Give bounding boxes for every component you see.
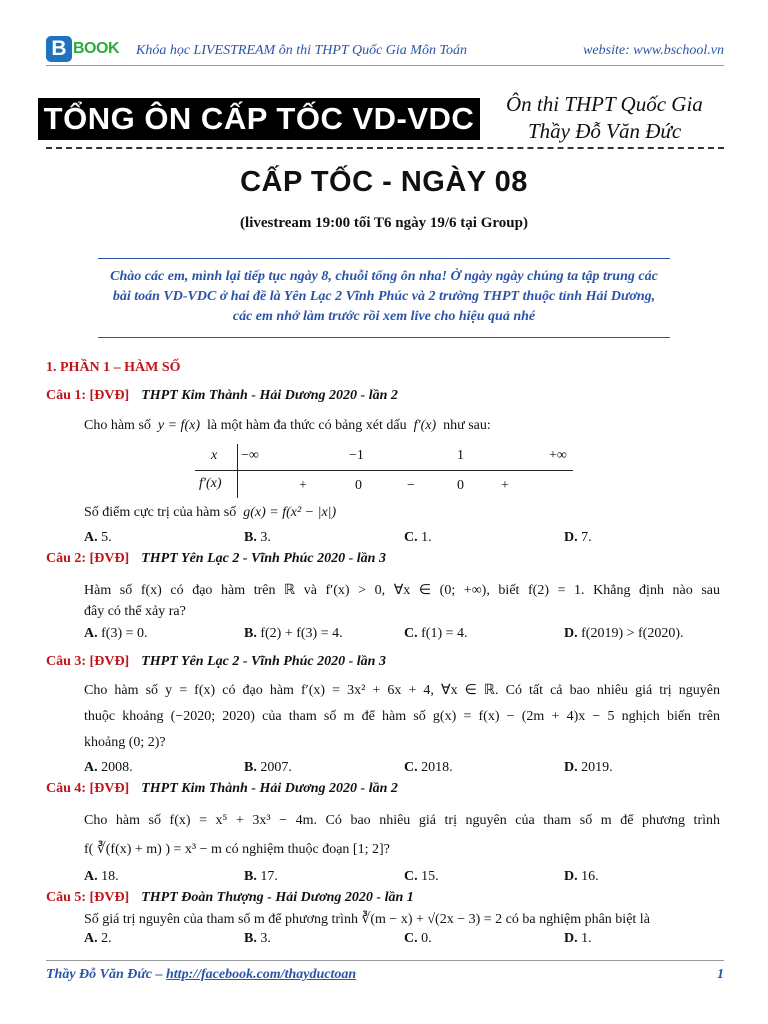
sign-table	[195, 444, 573, 498]
question-3-label: Câu 3: [ĐVĐ]	[46, 654, 130, 669]
question-4-options	[84, 869, 720, 887]
question-3-stem-2: thuộc khoảng (−2020; 2020) của tham số m để hàm số g(x) = f(x) − (2m + 4)x − 5 nghịch biến trên	[84, 709, 720, 724]
option-b[interactable]: B. 2007.	[244, 760, 292, 775]
question-2-label: Câu 2: [ĐVĐ]	[46, 551, 130, 566]
logo-word: BOOK	[73, 40, 119, 57]
question-5-label: Câu 5: [ĐVĐ]	[46, 890, 130, 905]
option-d[interactable]: D. 2019.	[564, 760, 613, 775]
footer-author-name: Thầy Đỗ Văn Đức –	[46, 967, 166, 982]
option-c[interactable]: C. 15.	[404, 869, 439, 884]
page-footer	[46, 960, 724, 988]
option-a[interactable]: A. 5.	[84, 530, 112, 545]
q1-math-c: g(x) = f(x² − |x|)	[243, 505, 337, 520]
banner-subtitle-line1: Ôn thi THPT Quốc Gia	[506, 92, 703, 116]
question-5-header	[46, 890, 414, 906]
option-c[interactable]: C. 0.	[404, 931, 432, 946]
option-c[interactable]: C. 2018.	[404, 760, 453, 775]
page-header	[46, 36, 724, 66]
table-x-value: 1	[457, 448, 464, 463]
question-4-stem-1: Cho hàm số f(x) = x⁵ + 3x³ − 4m. Có bao nhiêu giá trị nguyên của tham số m để phương trình	[84, 813, 720, 828]
table-sign: +	[299, 478, 307, 493]
question-3-stem-3: khoảng (0; 2)?	[84, 735, 166, 750]
question-1-source: THPT Kim Thành - Hải Dương 2020 - lần 2	[141, 388, 398, 403]
q1-text-c: như sau:	[443, 418, 491, 433]
question-4-header	[46, 781, 398, 797]
footer-author	[46, 967, 356, 983]
q1-text-d: Số điểm cực trị của hàm số	[84, 505, 237, 520]
dashed-divider	[46, 147, 724, 149]
question-1-stem-2	[84, 503, 720, 523]
question-1-label: Câu 1: [ĐVĐ]	[46, 388, 130, 403]
option-d[interactable]: D. f(2019) > f(2020).	[564, 626, 684, 641]
question-2-stem-1: Hàm số f(x) có đạo hàm trên ℝ và f′(x) > 0, ∀x ∈ (0; +∞), biết f(2) = 1. Khẳng định nào sau	[84, 583, 720, 598]
question-1-header	[46, 388, 398, 404]
page-title: CẤP TỐC - NGÀY 08	[240, 166, 528, 198]
banner-subtitle-line2: Thầy Đỗ Văn Đức	[528, 119, 682, 143]
header-title: Khóa học LIVESTREAM ôn thi THPT Quốc Gia Môn Toán	[136, 43, 467, 58]
table-x-label: x	[211, 448, 218, 463]
intro-box	[98, 258, 670, 338]
option-a[interactable]: A. 2.	[84, 931, 112, 946]
question-3-header	[46, 654, 386, 670]
question-4-source: THPT Kim Thành - Hải Dương 2020 - lần 2	[141, 781, 398, 796]
option-a[interactable]: A. 18.	[84, 869, 119, 884]
question-4-stem-2: f( ∛(f(x) + m) ) = x³ − m có nghiệm thuộc đoạn [1; 2]?	[84, 842, 390, 857]
table-sign: +	[501, 478, 509, 493]
table-x-value: −1	[349, 448, 364, 463]
bbook-logo	[46, 36, 119, 62]
question-1-stem	[84, 416, 720, 436]
course-banner: TỔNG ÔN CẤP TỐC VD-VDC	[38, 98, 480, 140]
question-5-options	[84, 931, 720, 949]
option-b[interactable]: B. 3.	[244, 530, 271, 545]
option-a[interactable]: A. f(3) = 0.	[84, 626, 148, 641]
question-2-stem-2: đây có thể xảy ra?	[84, 604, 186, 619]
question-2-header	[46, 551, 386, 567]
table-sign: −	[407, 478, 415, 493]
question-1-options	[84, 530, 720, 548]
q1-math-a: y = f(x)	[157, 418, 200, 433]
table-horizontal-rule	[195, 470, 573, 471]
header-website: website: www.bschool.vn	[583, 43, 724, 58]
question-2-source: THPT Yên Lạc 2 - Vĩnh Phúc 2020 - lần 3	[141, 551, 386, 566]
question-2-options	[84, 626, 720, 644]
table-vertical-rule	[237, 444, 238, 498]
question-3-source: THPT Yên Lạc 2 - Vĩnh Phúc 2020 - lần 3	[141, 654, 386, 669]
question-3-stem-1: Cho hàm số y = f(x) có đạo hàm f′(x) = 3x² + 6x + 4, ∀x ∈ ℝ. Có tất cả bao nhiêu giá trị nguyên	[84, 683, 720, 698]
facebook-link[interactable]: http://facebook.com/thayductoan	[166, 967, 357, 982]
page-number: 1	[717, 967, 724, 982]
question-5-source: THPT Đoàn Thượng - Hải Dương 2020 - lần 1	[141, 890, 414, 905]
option-c[interactable]: C. 1.	[404, 530, 432, 545]
option-b[interactable]: B. 3.	[244, 931, 271, 946]
intro-text: Chào các em, mình lại tiếp tục ngày 8, chuỗi tổng ôn nha! Ở ngày ngày chúng ta tập trung các bài toán VD-VDC ở hai đề là Yên Lạc 2 Vĩnh Phúc và 2 trường THPT thuộc tỉnh Hải Dương, các em nhớ làm trước rồi xem live cho hiệu quả nhé	[110, 269, 658, 324]
q1-text-b: là một hàm đa thức có bảng xét dấu	[206, 418, 407, 433]
option-d[interactable]: D. 1.	[564, 931, 592, 946]
table-x-value: −∞	[241, 448, 259, 463]
option-b[interactable]: B. f(2) + f(3) = 4.	[244, 626, 343, 641]
option-d[interactable]: D. 16.	[564, 869, 599, 884]
table-sign: 0	[355, 478, 362, 493]
q1-math-b: f′(x)	[413, 418, 437, 433]
option-d[interactable]: D. 7.	[564, 530, 592, 545]
option-c[interactable]: C. f(1) = 4.	[404, 626, 468, 641]
section-heading: 1. PHẦN 1 – HÀM SỐ	[46, 360, 181, 375]
question-3-options	[84, 760, 720, 778]
option-a[interactable]: A. 2008.	[84, 760, 133, 775]
page-subtitle: (livestream 19:00 tối T6 ngày 19/6 tại Group)	[240, 215, 528, 231]
option-b[interactable]: B. 17.	[244, 869, 278, 884]
question-4-label: Câu 4: [ĐVĐ]	[46, 781, 130, 796]
table-fprime-label: f′(x)	[199, 476, 222, 491]
table-x-value: +∞	[549, 448, 567, 463]
logo-letter: B	[46, 36, 72, 62]
table-sign: 0	[457, 478, 464, 493]
q1-text-a: Cho hàm số	[84, 418, 151, 433]
question-5-stem-1: Số giá trị nguyên của tham số m để phương trình ∛(m − x) + √(2x − 3) = 2 có ba nghiệm phân biệt là	[84, 912, 650, 927]
